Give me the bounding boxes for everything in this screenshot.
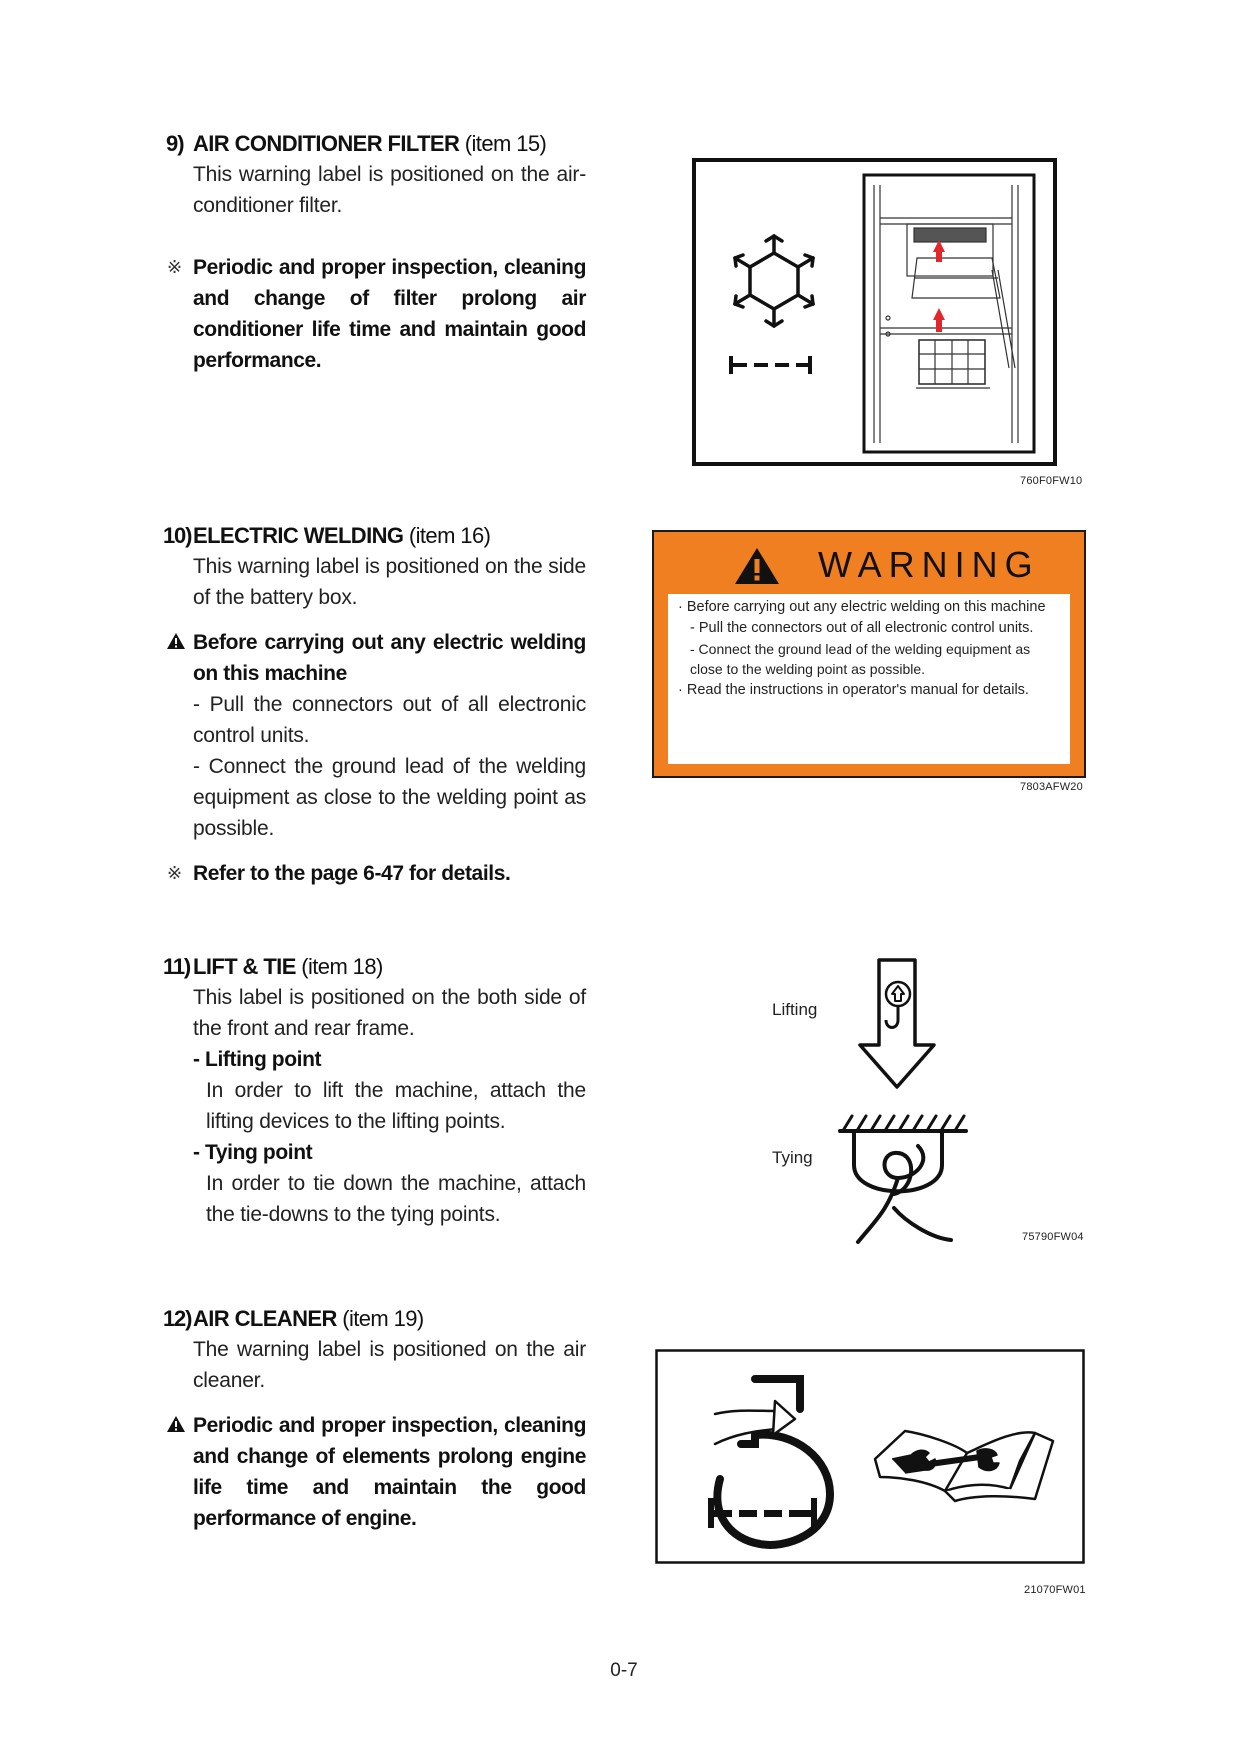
section-number: 9)	[166, 131, 184, 156]
tying-ring-icon	[840, 1116, 966, 1242]
lifting-point-heading: - Lifting point	[193, 1048, 322, 1071]
section-10-bullet: - Connect the ground lead of the welding equipment as close to the welding point as possible.	[193, 755, 586, 840]
warning-line: - Pull the connectors out of all electronic control units.	[690, 620, 1034, 636]
figure-caption: 75790FW04	[1022, 1231, 1084, 1243]
warning-triangle-icon	[166, 627, 186, 658]
figure-caption: 7803AFW20	[1020, 781, 1083, 793]
section-title: ELECTRIC WELDING	[193, 523, 404, 548]
warning-line: · Read the instructions in operator's manual for details.	[678, 682, 1029, 698]
warning-line: · Before carrying out any electric welding on this machine	[678, 599, 1046, 615]
section-title: AIR CONDITIONER FILTER	[193, 131, 460, 156]
section-11-body: This label is positioned on the both side of the front and rear frame.	[193, 986, 586, 1040]
lifting-label: Lifting	[772, 1000, 818, 1019]
tying-label: Tying	[772, 1148, 813, 1167]
warning-triangle-icon	[734, 546, 780, 591]
section-number: 12)	[163, 1306, 192, 1331]
section-11-heading	[163, 951, 383, 982]
note-mark: ※	[167, 257, 183, 277]
section-10-bullet: - Pull the connectors out of all electronic control units.	[193, 693, 586, 747]
lift-tie-figure	[836, 950, 976, 1252]
air-conditioner-filter-label	[692, 158, 1057, 466]
item-ref: (item 18)	[301, 954, 383, 979]
item-ref: (item 19)	[342, 1306, 424, 1331]
section-12-heading	[163, 1303, 424, 1334]
section-10-heading	[163, 520, 490, 551]
section-9-note: Periodic and proper inspection, cleaning and change of filter prolong air conditioner life time and maintain good performance.	[193, 256, 586, 372]
figure-caption: 760F0FW10	[1020, 475, 1083, 487]
welding-warning-label	[652, 530, 1086, 778]
warning-header: WARNING	[818, 544, 1040, 585]
section-10-note: Refer to the page 6-47 for details.	[193, 862, 511, 885]
section-number: 10)	[163, 523, 192, 548]
page-number: 0-7	[610, 1660, 638, 1681]
lifting-point-body: In order to lift the machine, attach the lifting devices to the lifting points.	[206, 1079, 586, 1133]
tying-point-body: In order to tie down the machine, attach the tie-downs to the tying points.	[206, 1172, 586, 1226]
tying-point-heading: - Tying point	[193, 1141, 313, 1164]
lifting-hook-icon	[860, 960, 934, 1087]
section-title: LIFT & TIE	[193, 954, 296, 979]
section-10-warning: Before carrying out any electric welding on this machine	[193, 631, 586, 685]
warning-line: - Connect the ground lead of the welding equipment as close to the welding point as possible.	[690, 641, 1031, 677]
section-12-body: The warning label is positioned on the air cleaner.	[193, 1338, 586, 1392]
section-12-warning: Periodic and proper inspection, cleaning and change of elements prolong engine life time and maintain the good performance of engine.	[193, 1414, 586, 1530]
filter-illustration	[864, 175, 1034, 452]
item-ref: (item 16)	[408, 523, 491, 548]
section-10-body: This warning label is positioned on the side of the battery box.	[193, 555, 586, 609]
warning-body	[668, 594, 1070, 764]
section-title: AIR CLEANER	[193, 1306, 337, 1331]
section-9-body: This warning label is positioned on the air-conditioner filter.	[193, 163, 586, 217]
section-number: 11)	[163, 954, 190, 979]
note-mark: ※	[167, 863, 183, 883]
figure-caption: 21070FW01	[1024, 1584, 1086, 1596]
warning-triangle-icon	[166, 1410, 186, 1441]
item-ref: (item 15)	[464, 131, 547, 156]
air-cleaner-label	[655, 1349, 1085, 1564]
section-9-heading	[166, 128, 546, 159]
